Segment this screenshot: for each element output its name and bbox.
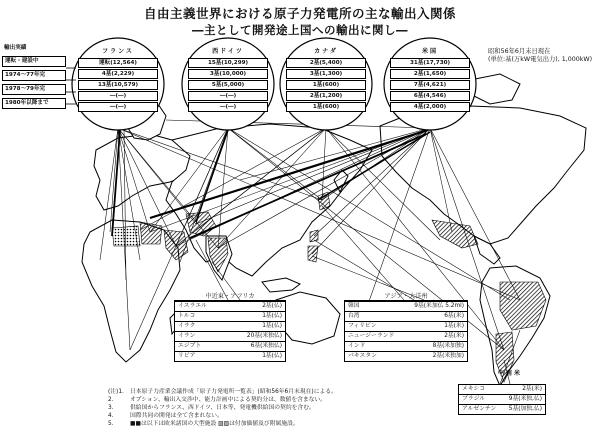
- country-cell: ニュージーランド: [348, 333, 395, 339]
- legend-export-record: [2, 44, 66, 112]
- value-cell: 5基(加独,仏): [508, 406, 542, 412]
- value-cell: 2基(米): [522, 386, 542, 392]
- value-cell: 1基(仏): [262, 323, 282, 329]
- canada-row-2: 1基(600): [286, 80, 366, 90]
- country-name-france: フランス: [102, 48, 134, 55]
- footnote-number: 2.: [108, 397, 114, 403]
- table-row: [175, 351, 285, 361]
- country-cell: 台湾: [348, 313, 360, 319]
- footnote-number: 4.: [108, 413, 114, 419]
- footnote: [108, 420, 398, 428]
- usa-row-3: 6基(4,546): [390, 91, 470, 101]
- table-row: [345, 331, 467, 341]
- table-row: [345, 341, 467, 351]
- country-cell: メキシコ: [462, 386, 486, 392]
- france-row-4: ―(―): [78, 102, 158, 112]
- label-latin-america: 中南米: [498, 370, 523, 377]
- usa-row-1: 2基(1,650): [390, 69, 470, 79]
- table-row: [459, 394, 545, 404]
- canada-row-0: 2基(5,400): [286, 58, 366, 68]
- country-west-germany: [186, 46, 270, 112]
- usa-row-0: 31基(17,730): [390, 58, 470, 68]
- france-row-3: ―(―): [78, 91, 158, 101]
- country-cell: インド: [348, 343, 366, 349]
- country-canada: [284, 46, 368, 112]
- country-cell: トルコ: [178, 313, 196, 319]
- country-cell: 韓国: [348, 303, 360, 309]
- country-cell: パキスタン: [348, 353, 377, 359]
- map-title: 自由主義世界における原子力発電所の主な輸出入関係: [143, 6, 456, 21]
- country-usa: [388, 46, 472, 112]
- land-indonesia: [262, 278, 300, 292]
- table-row: [345, 351, 467, 361]
- country-cell: フィリピン: [348, 323, 377, 329]
- table-row: [345, 311, 467, 321]
- footnote: [108, 412, 398, 420]
- box-asia-oceania: [344, 293, 468, 362]
- box-latin-america: [458, 384, 546, 415]
- footnote: [108, 388, 398, 396]
- west-germany-row-1: 3基(10,000): [188, 69, 268, 79]
- table-row: [175, 301, 285, 311]
- box-middle-east-title: 中近東・アフリカ: [205, 293, 255, 300]
- unit-note: [488, 48, 596, 64]
- value-cell: 1基(仏): [262, 353, 282, 359]
- canada-row-4: 1基(600): [286, 102, 366, 112]
- country-name-usa: 米国: [421, 48, 438, 55]
- value-cell: 2基(仏): [262, 303, 282, 309]
- box-asia-title: アジア・大洋州: [384, 293, 428, 300]
- country-cell: イラン: [178, 333, 196, 339]
- value-cell: 2基(米独加): [432, 353, 464, 359]
- footnote-number: 5.: [108, 421, 114, 427]
- value-cell: 20基(米独仏): [246, 333, 282, 339]
- france-row-0: 運転(12,564): [78, 58, 158, 68]
- region-philippines: [308, 246, 318, 262]
- country-cell: イスラエル: [178, 303, 207, 309]
- france-row-2: 13基(10,579): [78, 80, 158, 90]
- region-egypt: [140, 222, 162, 244]
- footnote-text: オプション、輸出入交渉中、能力計画中による契約分は、数値を含まない。: [130, 397, 327, 403]
- box-middle-east-africa: [174, 293, 286, 362]
- value-cell: 6基(米): [444, 313, 464, 319]
- legend-row-1974-77: 1974～77年完: [2, 70, 66, 81]
- usa-row-4: 4基(2,000): [390, 102, 470, 112]
- footnote-text: ■■は以下は欧米諸国の大型施設 ▨▨は付加価値及び附属施設。: [130, 421, 299, 427]
- country-france: [76, 46, 160, 112]
- legend-row-operating: 運転・建設中: [2, 56, 66, 67]
- footnote: [108, 396, 398, 404]
- france-row-1: 4基(2,229): [78, 69, 158, 79]
- table-row: [345, 301, 467, 311]
- country-name-canada: カナダ: [314, 48, 338, 55]
- map-subtitle: ―主として開発途上国への輸出に関し―: [192, 23, 408, 37]
- table-row: [459, 404, 545, 414]
- west-germany-row-3: ―(―): [188, 91, 268, 101]
- footnote: [108, 404, 398, 412]
- value-cell: 1基(米): [444, 323, 464, 329]
- legend-title: 輸出実績: [4, 45, 27, 51]
- table-row: [459, 385, 545, 394]
- land-greenland: [470, 74, 520, 104]
- value-cell: 2基(米): [444, 333, 464, 339]
- table-row: [175, 311, 285, 321]
- west-germany-row-2: 5基(5,000): [188, 80, 268, 90]
- legend-row-1980-plus: 1980年以降まで: [2, 98, 66, 109]
- table-row: [175, 331, 285, 341]
- value-cell: 9基(米加仏 5.2ml): [414, 303, 464, 309]
- usa-row-2: 7基(4,621): [390, 80, 470, 90]
- value-cell: 1基(仏): [262, 313, 282, 319]
- footnote-text: 国際共同の開発は全て含まれない。: [130, 413, 223, 419]
- footnote-number: 3.: [108, 405, 114, 411]
- west-germany-row-4: ―(―): [188, 102, 268, 112]
- country-cell: アルゼンチン: [462, 406, 497, 412]
- footnote-number: (注)1.: [108, 389, 124, 395]
- value-cell: 6基(米独仏): [250, 343, 282, 349]
- legend-row-1978-79: 1978～79年完: [2, 84, 66, 95]
- country-cell: ブラジル: [462, 396, 486, 402]
- footnote-text: 供給国からフランス、西ドイツ、日本等、発電機供給国の契約を含む。: [130, 405, 315, 411]
- table-row: [345, 321, 467, 331]
- value-cell: 9基(米独,仏): [508, 396, 542, 402]
- unit-note-line-1: 昭和56年6月末日現在: [488, 48, 551, 55]
- country-name-west-germany: 西ドイツ: [212, 48, 244, 55]
- country-cell: イラク: [178, 323, 196, 329]
- footnotes: [108, 388, 398, 428]
- country-cell: リビア: [178, 353, 196, 359]
- table-row: [175, 321, 285, 331]
- land-north-america: [380, 106, 586, 244]
- country-cell: エジプト: [178, 343, 202, 349]
- west-germany-row-0: 15基(10,299): [188, 58, 268, 68]
- footnote-text: 日本原子力産業会議作成「原子力発電所一覧表」(昭和56年6月末現在)による。: [130, 389, 337, 395]
- canada-row-3: 2基(1,200): [286, 91, 366, 101]
- canada-row-1: 3基(1,300): [286, 69, 366, 79]
- table-row: [175, 341, 285, 351]
- unit-note-line-2: (単位:基(万kW電気出力), 1,000kW): [488, 56, 593, 63]
- value-cell: 8基(米加独): [432, 343, 464, 349]
